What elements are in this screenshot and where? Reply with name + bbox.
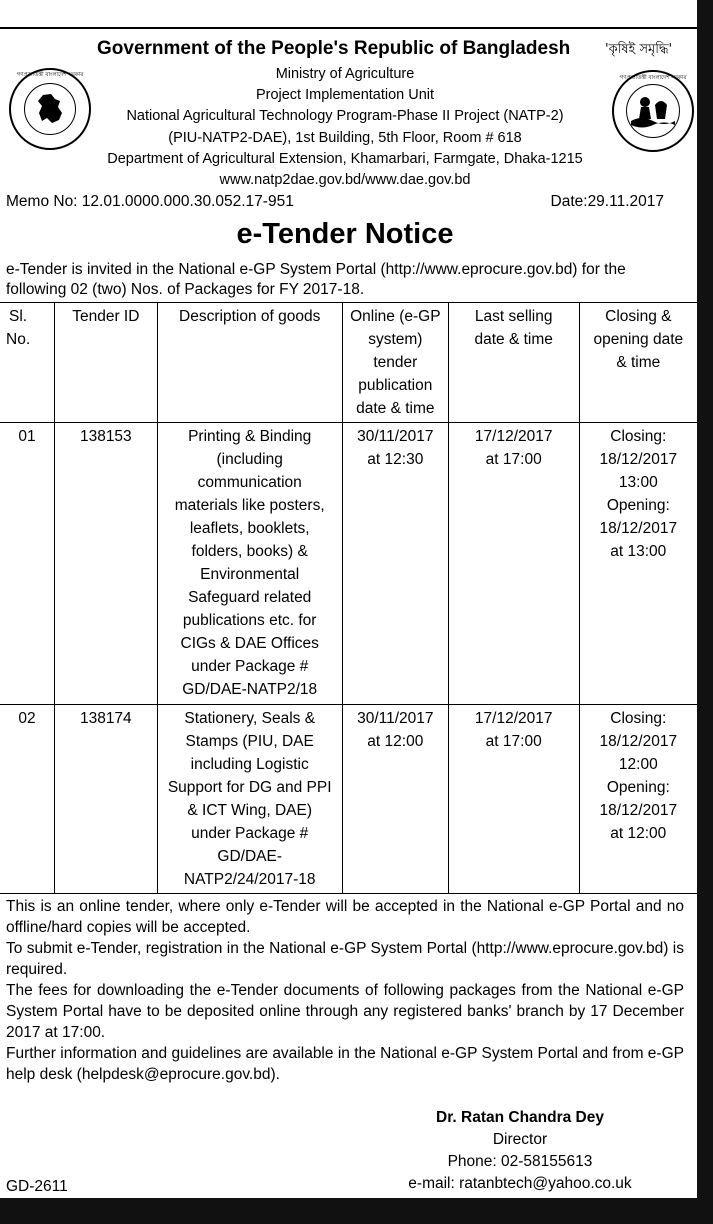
header-tender-id: Tender ID: [55, 303, 157, 423]
top-rule: [0, 27, 697, 29]
cell-tender-id: 138174: [55, 705, 157, 894]
cell-closing-opening: Closing: 18/12/2017 12:00 Opening: 18/12/2017 at 12:00: [579, 705, 697, 894]
header-sl-no: Sl. No.: [0, 303, 55, 423]
project-line: National Agricultural Technology Program-Phase II Project (NATP-2): [126, 108, 564, 124]
terms-text: [6, 896, 684, 1085]
memo-number: Memo No: 12.01.0000.000.30.052.17-951: [6, 193, 294, 210]
further-info-paragraph: Further information and guidelines are available in the National e-GP System Portal and from e-GP help desk (helpdesk@eprocure.gov.bd).: [6, 1045, 684, 1083]
cell-sl: 02: [0, 705, 55, 894]
registration-paragraph: To submit e-Tender, registration in the National e-GP System Portal (http://www.eprocure.gov.bd) is required.: [6, 940, 684, 978]
header-closing-opening: Closing & opening date & time: [579, 303, 697, 423]
cell-last-selling: 17/12/2017 at 17:00: [448, 705, 579, 894]
fees-paragraph: The fees for downloading the e-Tender documents of following packages from the National e-GP System Portal have to be deposited online through any registered banks' branch by 17 December 2017 at 17:00.: [6, 982, 684, 1041]
cell-publication: 30/11/2017 at 12:00: [342, 705, 448, 894]
header-description: Description of goods: [157, 303, 342, 423]
unit-line: Project Implementation Unit: [255, 87, 435, 103]
cell-tender-id: 138153: [55, 423, 157, 705]
intro-text: e-Tender is invited in the National e-GP System Portal (http://www.eprocure.gov.bd) for the following 02 (two) Nos. of Packages for FY 2017-18.: [6, 261, 626, 298]
table-header-row: [0, 303, 697, 423]
office-line: (PIU-NATP2-DAE), 1st Building, 5th Floor, Room # 618: [168, 130, 522, 146]
signature-block: [390, 1107, 650, 1195]
header-last-selling: Last selling date & time: [448, 303, 579, 423]
cell-publication: 30/11/2017 at 12:30: [342, 423, 448, 705]
left-seal-text: গণপ্রজাতন্ত্রী বাংলাদেশ সরকার: [16, 72, 84, 78]
gd-code: GD-2611: [6, 1178, 68, 1195]
signatory-phone: Phone: 02-58155613: [447, 1153, 593, 1170]
cell-description: Printing & Binding (including communication materials like posters, leaflets, booklets, folders, books) & Environmental Safeguard related publications etc. for CIGs & DAE Offices under Package # GD/DAE-NATP2/18: [157, 423, 342, 705]
cell-sl: 01: [0, 423, 55, 705]
ministry-line: Ministry of Agriculture: [275, 66, 415, 82]
signatory-email: e-mail: ratanbtech@yahoo.co.uk: [408, 1175, 632, 1192]
website-line: www.natp2dae.gov.bd/www.dae.gov.bd: [219, 172, 471, 188]
table-row: [0, 423, 697, 705]
online-only-paragraph: This is an online tender, where only e-Tender will be accepted in the National e-GP Portal and no offline/hard copies will be accepted.: [6, 898, 684, 936]
slogan: 'কৃষিই সমৃদ্ধি': [605, 42, 673, 57]
notice-title: e-Tender Notice: [236, 218, 454, 250]
memo-date: Date:29.11.2017: [550, 193, 664, 210]
signatory-title: Director: [492, 1131, 548, 1148]
cell-description: Stationery, Seals & Stamps (PIU, DAE including Logistic Support for DG and PPI & ICT Wing, DAE) under Package # GD/DAE-NATP2/24/2017-18: [157, 705, 342, 894]
tender-table: [0, 302, 697, 894]
right-seal-text: গণপ্রজাতন্ত্রী বাংলাদেশ সরকার: [619, 75, 687, 81]
scan-edge-bottom: [0, 1198, 713, 1224]
government-title: Government of the People's Republic of Bangladesh: [97, 38, 571, 59]
cell-closing-opening: Closing: 18/12/2017 13:00 Opening: 18/12/2017 at 13:00: [579, 423, 697, 705]
department-line: Department of Agricultural Extension, Khamarbari, Farmgate, Dhaka-1215: [107, 151, 583, 167]
table-row: [0, 705, 697, 894]
header-publication: Online (e-GP system) tender publication date & time: [342, 303, 448, 423]
cell-last-selling: 17/12/2017 at 17:00: [448, 423, 579, 705]
signatory-name: Dr. Ratan Chandra Dey: [436, 1109, 604, 1126]
scan-edge-right: [697, 0, 713, 1224]
